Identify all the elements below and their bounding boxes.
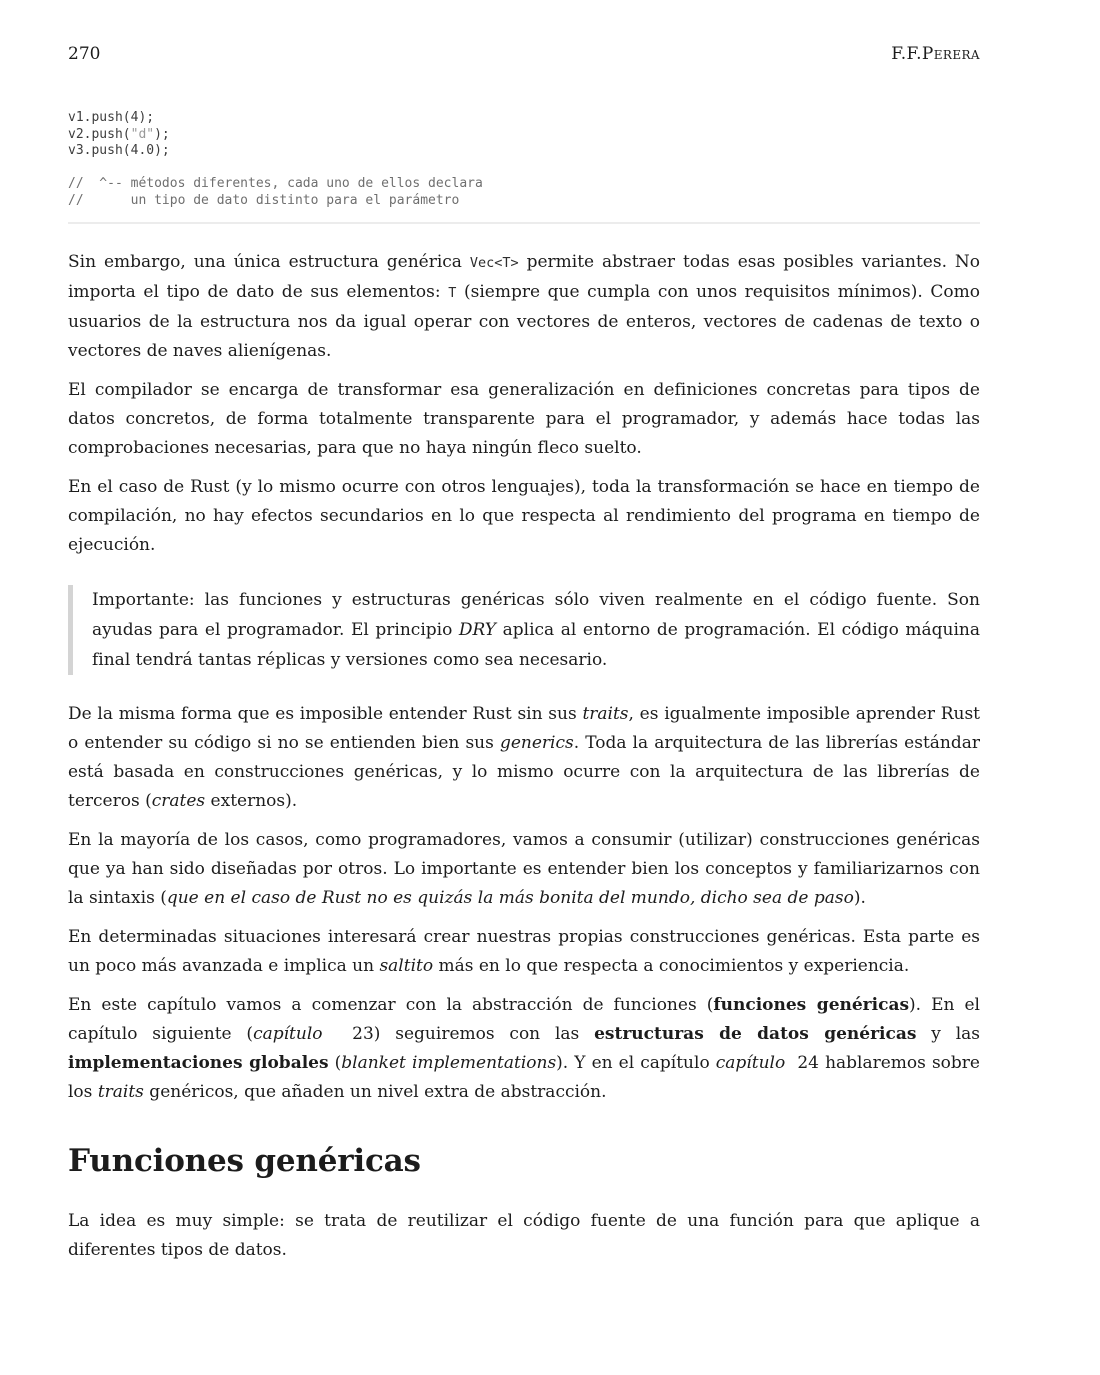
code-text: v1.push(4);	[68, 110, 155, 125]
code-string: "d"	[130, 126, 155, 142]
text-run-b: implementaciones globales	[68, 1053, 329, 1073]
text-run-i: traits	[582, 704, 629, 724]
page-content	[68, 224, 980, 1265]
text-run-mono: Vec<T>	[469, 255, 519, 271]
code-comment: // un tipo de dato distinto para el parámetro	[68, 192, 460, 208]
code-line	[68, 143, 980, 160]
text-run: genéricos, que añaden un nivel extra de abstracción.	[143, 1082, 607, 1102]
text-run-i: DRY	[458, 620, 497, 640]
page-number: 270	[68, 44, 101, 64]
paragraph	[68, 473, 980, 560]
text-run-i: crates	[151, 791, 206, 811]
code-line	[68, 127, 980, 144]
text-run: En este capítulo vamos a comenzar con la abstracción de funciones (	[68, 995, 714, 1015]
text-run: En la mayoría de los casos, como programadores, vamos a consumir (utilizar) construcciones genéricas que ya han sido diseñadas por otros. Lo importante es entender bien los conceptos y familiarizarnos con la sintaxis (	[68, 830, 980, 908]
text-run-i: que en el caso de Rust no es quizás la más bonita del mundo, dicho sea de paso	[166, 888, 854, 908]
code-line	[68, 193, 980, 210]
text-run-i: capítulo	[253, 1024, 323, 1044]
text-run-i: traits	[97, 1082, 144, 1102]
section-heading	[68, 1143, 980, 1179]
text-run: Funciones genéricas	[68, 1143, 421, 1179]
text-run: externos).	[205, 791, 298, 811]
text-run-i: capítulo	[715, 1053, 786, 1073]
text-run: (siempre que cumpla con unos requisitos mínimos). Como usuarios de la estructura nos da igual operar con vectores de enteros, vectores de cadenas de texto o vectores de naves alienígenas.	[68, 282, 980, 361]
paragraph	[68, 991, 980, 1107]
book-page	[68, 0, 980, 1265]
text-run: 23) seguiremos con las	[322, 1024, 595, 1044]
important-note-quote	[68, 585, 980, 675]
text-run: De la misma forma que es imposible entender Rust sin sus	[68, 704, 583, 724]
code-text: );	[154, 126, 170, 142]
paragraph	[68, 923, 980, 981]
text-run: ).	[853, 888, 866, 908]
code-line	[68, 176, 980, 193]
text-run-i: blanket implementations	[341, 1053, 557, 1073]
text-run: ). En el capítulo siguiente (	[68, 995, 980, 1044]
code-comment: // ^-- métodos diferentes, cada uno de ellos declara	[68, 176, 483, 191]
text-run: 24 hablaremos sobre los	[68, 1053, 980, 1102]
text-run: aplica al entorno de programación. El código máquina final tendrá tantas réplicas y versiones como sea necesario.	[92, 620, 980, 670]
text-run-b: estructuras de datos genéricas	[594, 1024, 917, 1044]
text-run: ). Y en el capítulo	[556, 1053, 716, 1073]
text-run-i: generics	[499, 733, 574, 753]
text-run: (	[328, 1053, 342, 1073]
text-run: La idea es muy simple: se trata de reutilizar el código fuente de una función para que aplique a diferentes tipos de datos.	[68, 1211, 980, 1260]
paragraph	[68, 700, 980, 816]
code-line	[68, 160, 980, 177]
text-run: En el caso de Rust (y lo mismo ocurre con otros lenguajes), toda la transformación se hace en tiempo de compilación, no hay efectos secundarios en lo que respecta al rendimiento del programa en tiempo de ejecución.	[68, 477, 980, 555]
text-run: y las	[916, 1024, 980, 1044]
code-text: v3.push(4.0);	[68, 143, 170, 158]
text-run: más en lo que respecta a conocimientos y experiencia.	[433, 956, 910, 976]
text-run-i: saltito	[379, 956, 434, 976]
paragraph	[68, 826, 980, 913]
paragraph	[68, 248, 980, 366]
text-run: En determinadas situaciones interesará crear nuestras propias construcciones genéricas. Esta parte es un poco más avanzada e implica un	[68, 927, 980, 976]
page-author: F.F.Perera	[891, 44, 980, 64]
text-run: Sin embargo, una única estructura genérica	[68, 252, 470, 272]
text-run: Importante: las funciones y estructuras genéricas sólo viven realmente en el código fuente. Son ayudas para el programador. El principio	[92, 590, 980, 640]
text-run-mono: T	[448, 285, 457, 301]
text-run: , es igualmente imposible aprender Rust o entender su código si no se entienden bien sus	[68, 704, 981, 753]
paragraph	[68, 1207, 980, 1265]
code-line	[68, 110, 980, 127]
text-run: permite abstraer todas esas posibles variantes. No importa el tipo de dato de sus elementos:	[68, 252, 981, 302]
text-run-b: funciones genéricas	[713, 995, 910, 1015]
text-run: El compilador se encarga de transformar esa generalización en definiciones concretas para tipos de datos concretos, de forma totalmente transparente para el programador, y además hace todas las comprobaciones necesarias, para que no haya ningún fleco suelto.	[68, 380, 980, 458]
code-block	[68, 110, 980, 209]
text-run: . Toda la arquitectura de las librerías estándar está basada en construcciones genéricas, y lo mismo ocurre con la arquitectura de las librerías de terceros (	[68, 733, 980, 811]
code-text: v2.push(	[68, 126, 131, 142]
paragraph	[68, 376, 980, 463]
running-header	[68, 0, 980, 64]
